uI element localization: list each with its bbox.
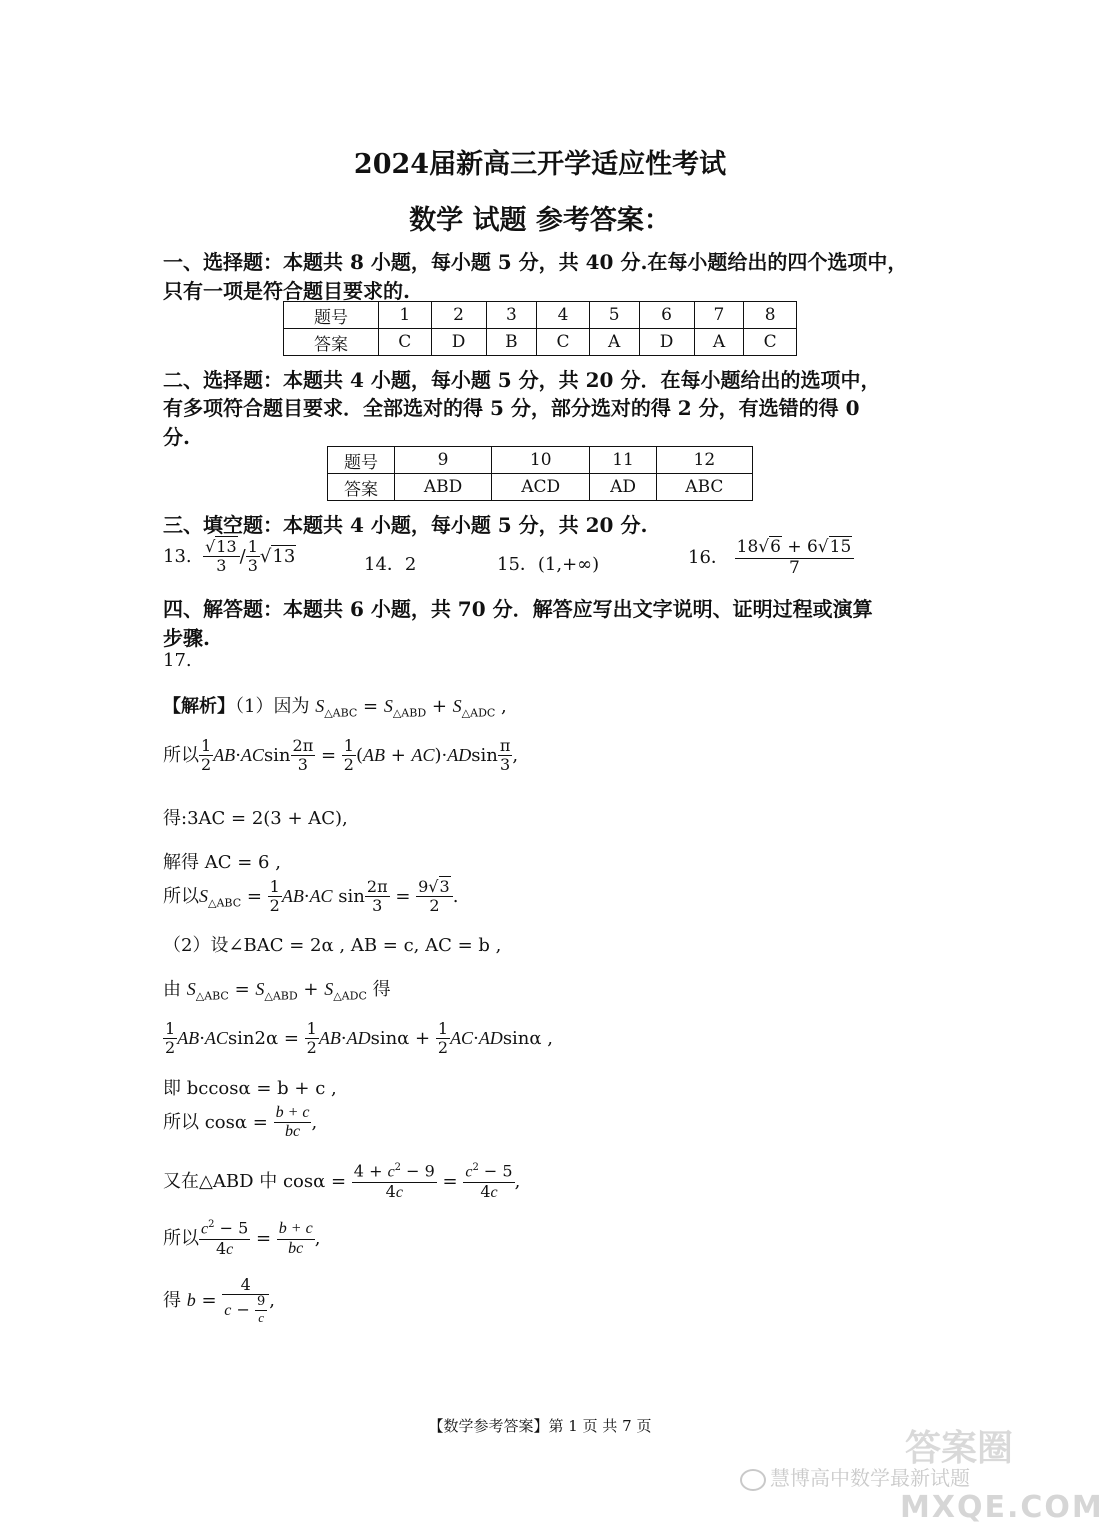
answer-table-2 <box>327 446 753 501</box>
wechat-icon <box>740 1469 766 1491</box>
section2-line2: 有多项符合题目要求．全部选对的得 5 分，部分选对的得 2 分，有选错的得 0 <box>163 396 860 420</box>
solution-text: 所以 <box>163 1228 199 1250</box>
table-cell: D <box>639 329 694 356</box>
table-cell: D <box>431 329 486 356</box>
q16-answer <box>688 538 854 578</box>
table-row <box>284 302 797 329</box>
solution-line-9: 即 bccosα = b + c , <box>163 1078 337 1099</box>
table-cell: 5 <box>589 302 639 329</box>
table-cell: 11 <box>590 447 656 474</box>
table-cell: C <box>744 329 797 356</box>
solution-text: 得 <box>372 979 391 1000</box>
page-subtitle: 数学 试题 参考答案： <box>409 205 671 236</box>
table-cell: 10 <box>492 447 590 474</box>
q13-number: 13. <box>163 545 192 567</box>
solution-line-4: 解得 AC = 6 , <box>163 852 281 873</box>
solution-text: 所以 cosα = <box>163 1111 268 1133</box>
solution-text: 又在△ABD 中 cosα = <box>163 1171 347 1193</box>
section2-line1: 二、选择题：本题共 4 小题，每小题 5 分，共 20 分．在每小题给出的选项中， <box>163 368 881 392</box>
watermark-site: MXQE.COM <box>900 1490 1104 1525</box>
table-cell: 3 <box>486 302 537 329</box>
table-cell: 6 <box>639 302 694 329</box>
solution-line-3: 得:3AC = 2(3 + AC), <box>163 808 348 829</box>
solution-line-5: 所以$S_{\triangle ABC}$ = $\frac{1}{2}$ AB·AC sin $\frac{2\pi}{3}$ = $\frac{9√3}{2}$ . <box>163 877 459 916</box>
watermark-logo: 答案圈 <box>905 1428 1014 1469</box>
table-cell: 9 <box>395 447 492 474</box>
q15-number: 15． <box>497 554 538 575</box>
table-cell: 4 <box>537 302 590 329</box>
table-cell: 题号 <box>284 302 379 329</box>
solution-line-13: 得 b = 4 c − $\frac{9}{c}$ , <box>163 1275 275 1326</box>
table-cell: 1 <box>379 302 432 329</box>
section3-heading: 三、填空题：本题共 4 小题，每小题 5 分，共 20 分. <box>163 513 648 537</box>
solution-line-8: $\frac{1}{2}$ AB·ACsin2α = $\frac{1}{2}$ AB·ADsinα + $\frac{1}{2}$ AC·ADsinα , <box>165 1019 553 1058</box>
solution-text: 所以 <box>163 885 199 907</box>
section4-line1: 四、解答题：本题共 6 小题，共 70 分．解答应写出文字说明、证明过程或演算 <box>163 597 873 621</box>
table-cell: A <box>694 329 744 356</box>
page-footer: 【数学参考答案】第 1 页 共 7 页 <box>428 1417 652 1435</box>
table-cell: 答案 <box>284 329 379 356</box>
table-row <box>328 474 753 501</box>
solution-text: 得 <box>163 1290 181 1312</box>
solution-text: （1）因为 <box>235 696 310 717</box>
section1-line2: 只有一项是符合题目要求的. <box>163 279 410 303</box>
solution-line-6: （2）设∠BAC = 2α , AB = c, AC = b , <box>163 935 502 956</box>
solution-line-2: 所以 $\frac{1}{2}$ AB·ACsin $\frac{2\pi}{3}$ = $\frac{1}{2}$ (AB + AC)·ADsin $\frac{\pi}{3}$ , <box>163 736 519 775</box>
q13-answer: 13. $\frac{√13}{3}$ / $\frac{1}{3}$ √13 <box>163 537 296 576</box>
table-cell: A <box>589 329 639 356</box>
watermark-source-text: 慧博高中数学最新试题 <box>770 1466 970 1490</box>
page-title: 2024届新高三开学适应性考试 <box>353 149 727 180</box>
table-cell: 8 <box>744 302 797 329</box>
table-cell: B <box>486 329 537 356</box>
solution-text: 由 <box>163 979 181 1000</box>
table-cell: 2 <box>431 302 486 329</box>
q17-number: 17. <box>163 650 192 671</box>
table-cell: AD <box>590 474 656 501</box>
table-cell: 12 <box>656 447 752 474</box>
table-cell: 题号 <box>328 447 395 474</box>
analysis-label: 【解析】 <box>163 696 235 717</box>
table-row <box>328 447 753 474</box>
solution-line-11: 又在△ABD 中 cosα = $\frac{4 + c^2 - 9}{4c}$ = $\frac{c^2 - 5}{4c}$ , <box>163 1161 521 1201</box>
q15-value: (1,+∞) <box>537 554 600 575</box>
table-cell: C <box>379 329 432 356</box>
q13-fraction: $\frac{√13}{3}$ <box>203 538 240 576</box>
q15-answer <box>497 550 599 576</box>
solution-line-7: 由 $S_{\triangle ABC} = S_{\triangle ABD} + S_{\triangle ADC}$ 得 <box>163 979 391 1003</box>
q16-fraction: $\frac{18√6 + 6√15}{7}$ <box>735 538 855 578</box>
answer-table-1 <box>283 301 797 356</box>
solution-line-12: 所以 $\frac{c^2 - 5}{4c}$ = $\frac{b + c}{bc}$ , <box>163 1218 321 1258</box>
solution-line-10: 所以 cosα = $\frac{b + c}{bc}$ , <box>163 1104 318 1141</box>
table-cell: ABC <box>656 474 752 501</box>
table-cell: 7 <box>694 302 744 329</box>
table-cell: C <box>537 329 590 356</box>
q16-number: 16． <box>688 547 729 569</box>
table-cell: ACD <box>492 474 590 501</box>
q14-answer: 14．2 <box>364 554 417 575</box>
table-cell: 答案 <box>328 474 395 501</box>
section2-line3: 分. <box>163 425 190 449</box>
table-row <box>284 329 797 356</box>
solution-line-1: 【解析】（1）因为 $S_{\triangle ABC} = S_{\triangle ABD} + S_{\triangle ADC}$ , <box>163 696 507 720</box>
section4-line2: 步骤. <box>163 626 210 650</box>
solution-text: 所以 <box>163 744 199 766</box>
table-cell: ABD <box>395 474 492 501</box>
section1-line1: 一、选择题：本题共 8 小题，每小题 5 分，共 40 分.在每小题给出的四个选项中， <box>163 250 908 274</box>
